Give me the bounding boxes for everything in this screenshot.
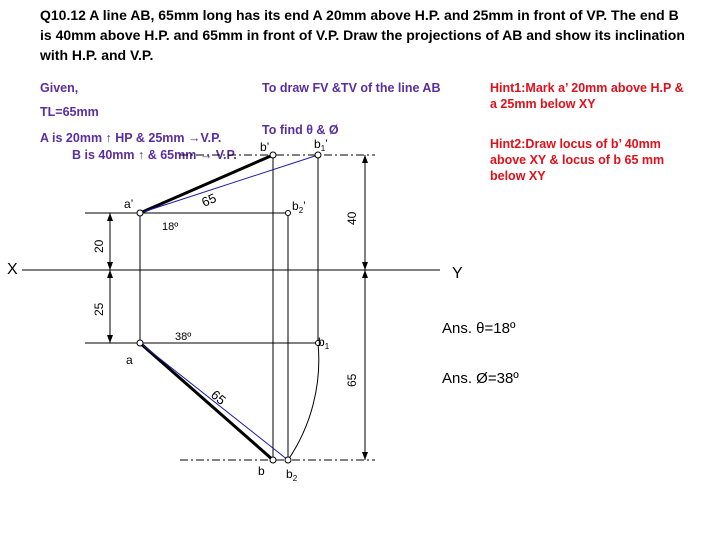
given-point-b: B is 40mm ↑ & 65mm → V.P. xyxy=(72,148,237,162)
hint-2: Hint2:Draw locus of b’ 40mm above XY & locus of b 65 mm below XY xyxy=(490,137,665,183)
label-dim-20: 20 xyxy=(92,239,106,253)
task-find: To find θ & Ø xyxy=(262,123,339,137)
point-a xyxy=(137,340,143,346)
point-b-prime xyxy=(270,152,276,158)
given-true-length: TL=65mm xyxy=(40,105,99,119)
label-b-prime: b’ xyxy=(260,140,270,154)
label-angle-hp: 18º xyxy=(162,221,179,233)
label-dim-40: 40 xyxy=(345,211,359,225)
label-angle-vp: 38º xyxy=(175,331,192,343)
question-text: Q10.12 A line AB, 65mm long has its end A 20mm above H.P. and 25mm in front of VP. The end B is 40mm above H.P. and 65mm in front of V.P. Draw the projections of AB and show its inclination with H.P. and V.P. xyxy=(40,7,685,63)
given-point-a: A is 20mm ↑ HP & 25mm →V.P. xyxy=(40,131,222,145)
label-b1: $b_1$ xyxy=(318,335,330,351)
point-b2-prime xyxy=(286,211,291,216)
answer-phi: Ans. Ø=38º xyxy=(442,370,519,387)
hint-1: Hint1:Mark a’ 20mm above H.P & a 25mm below XY xyxy=(490,81,684,111)
label-a-prime: a’ xyxy=(124,197,134,211)
dim-40-arrow-top xyxy=(362,155,368,163)
dim-25-arrow-top xyxy=(107,270,113,278)
dim-25-arrow-bottom xyxy=(107,335,113,343)
point-a-prime xyxy=(137,210,143,216)
label-dim-25: 25 xyxy=(92,302,106,316)
label-b2-prime: $b_2$’ xyxy=(292,199,306,215)
task-draw: To draw FV &TV of the line AB xyxy=(262,81,441,95)
label-b2: $b_2$ xyxy=(286,467,298,483)
point-b xyxy=(270,457,276,463)
y-axis-label: Y xyxy=(452,265,463,282)
dim-65-arrow-top xyxy=(362,270,368,278)
true-length-tv xyxy=(140,343,273,460)
label-b: b xyxy=(258,464,265,478)
label-length-fv: 65 xyxy=(199,190,219,210)
given-heading: Given, xyxy=(40,81,79,95)
swing-arc xyxy=(288,343,319,460)
label-length-tv: 65 xyxy=(208,386,229,408)
dim-20-arrow-top xyxy=(107,213,113,221)
dim-20-arrow-bottom xyxy=(107,262,113,270)
label-dim-65: 65 xyxy=(345,373,359,387)
x-axis-label: X xyxy=(7,261,18,278)
answer-theta: Ans. θ=18º xyxy=(442,320,516,337)
label-a: a xyxy=(126,353,133,367)
dim-65-arrow-bottom xyxy=(362,452,368,460)
label-b1-prime: $b_1$’ xyxy=(314,137,328,153)
point-b2 xyxy=(285,457,291,463)
dim-40-arrow-bottom xyxy=(362,262,368,270)
